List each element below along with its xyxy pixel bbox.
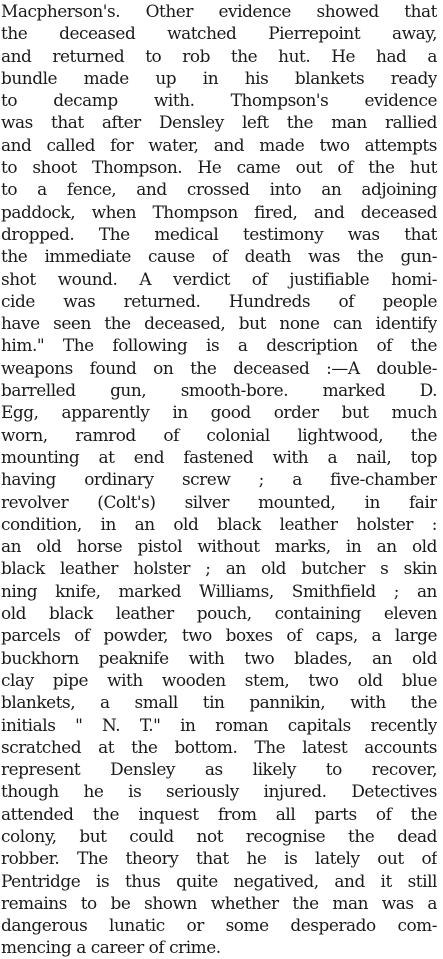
article-line: Egg, apparently in good order but much <box>1 402 437 423</box>
article-line: mounting at end fastened with a nail, top <box>1 446 437 467</box>
article-line: an old horse pistol without marks, in an old <box>1 536 437 557</box>
article-line: initials " N. T." in roman capitals recently <box>1 714 437 735</box>
article-line: revolver (Colt's) silver mounted, in fair <box>1 491 437 512</box>
article-line: paddock, when Thompson fired, and deceased <box>1 201 437 222</box>
article-line: worn, ramrod of colonial lightwood, the <box>1 424 437 445</box>
article-line: ning knife, marked Williams, Smithfield ; an <box>1 580 437 601</box>
article-line: was that after Densley left the man rallied <box>1 112 437 133</box>
article-line: represent Densley as likely to recover, <box>1 759 437 780</box>
article-line: the deceased watched Pierrepoint away, <box>1 23 437 44</box>
article-line: buckhorn peaknife with two blades, an old <box>1 647 437 668</box>
article-line: old black leather pouch, containing eleven <box>1 603 437 624</box>
article-line: the immediate cause of death was the gun- <box>1 246 437 267</box>
article-line: to shoot Thompson. He came out of the hut <box>1 157 437 178</box>
article-line: mencing a career of crime. <box>1 937 221 958</box>
article-line: condition, in an old black leather holster : <box>1 513 437 534</box>
article-line: cide was returned. Hundreds of people <box>1 290 437 311</box>
article-line: and returned to rob the hut. He had a <box>1 45 437 66</box>
article-line: though he is seriously injured. Detectives <box>1 781 437 802</box>
article-line: scratched at the bottom. The latest accounts <box>1 736 437 757</box>
article-line: him." The following is a description of the <box>1 335 437 356</box>
article-line: and called for water, and made two attempts <box>1 134 437 155</box>
article-line: shot wound. A verdict of justifiable homi- <box>1 268 437 289</box>
article-line: attended the inquest from all parts of the <box>1 803 437 824</box>
article-line: have seen the deceased, but none can identify <box>1 313 437 334</box>
article-line: Pentridge is thus quite negatived, and it still <box>1 870 437 891</box>
article-line: weapons found on the deceased :—A double- <box>1 357 437 378</box>
article-line: clay pipe with wooden stem, two old blue <box>1 669 437 690</box>
article-line: dropped. The medical testimony was that <box>1 223 437 244</box>
article-line: parcels of powder, two boxes of caps, a large <box>1 625 437 646</box>
article-line: having ordinary screw ; a five-chamber <box>1 469 437 490</box>
article-line: colony, but could not recognise the dead <box>1 825 437 846</box>
article-line: remains to be shown whether the man was a <box>1 892 437 913</box>
article-line: to a fence, and crossed into an adjoining <box>1 179 437 200</box>
article-line: robber. The theory that he is lately out of <box>1 848 437 869</box>
article-line: blankets, a small tin pannikin, with the <box>1 692 437 713</box>
article-line: Macpherson's. Other evidence showed that <box>1 1 437 21</box>
article-line: bundle made up in his blankets ready <box>1 67 437 88</box>
article-line: black leather holster ; an old butcher s skin <box>1 558 437 579</box>
article-line: dangerous lunatic or some desperado com- <box>1 915 437 936</box>
article-line: barrelled gun, smooth-bore. marked D. <box>1 380 437 401</box>
article-line: to decamp with. Thompson's evidence <box>1 90 437 111</box>
